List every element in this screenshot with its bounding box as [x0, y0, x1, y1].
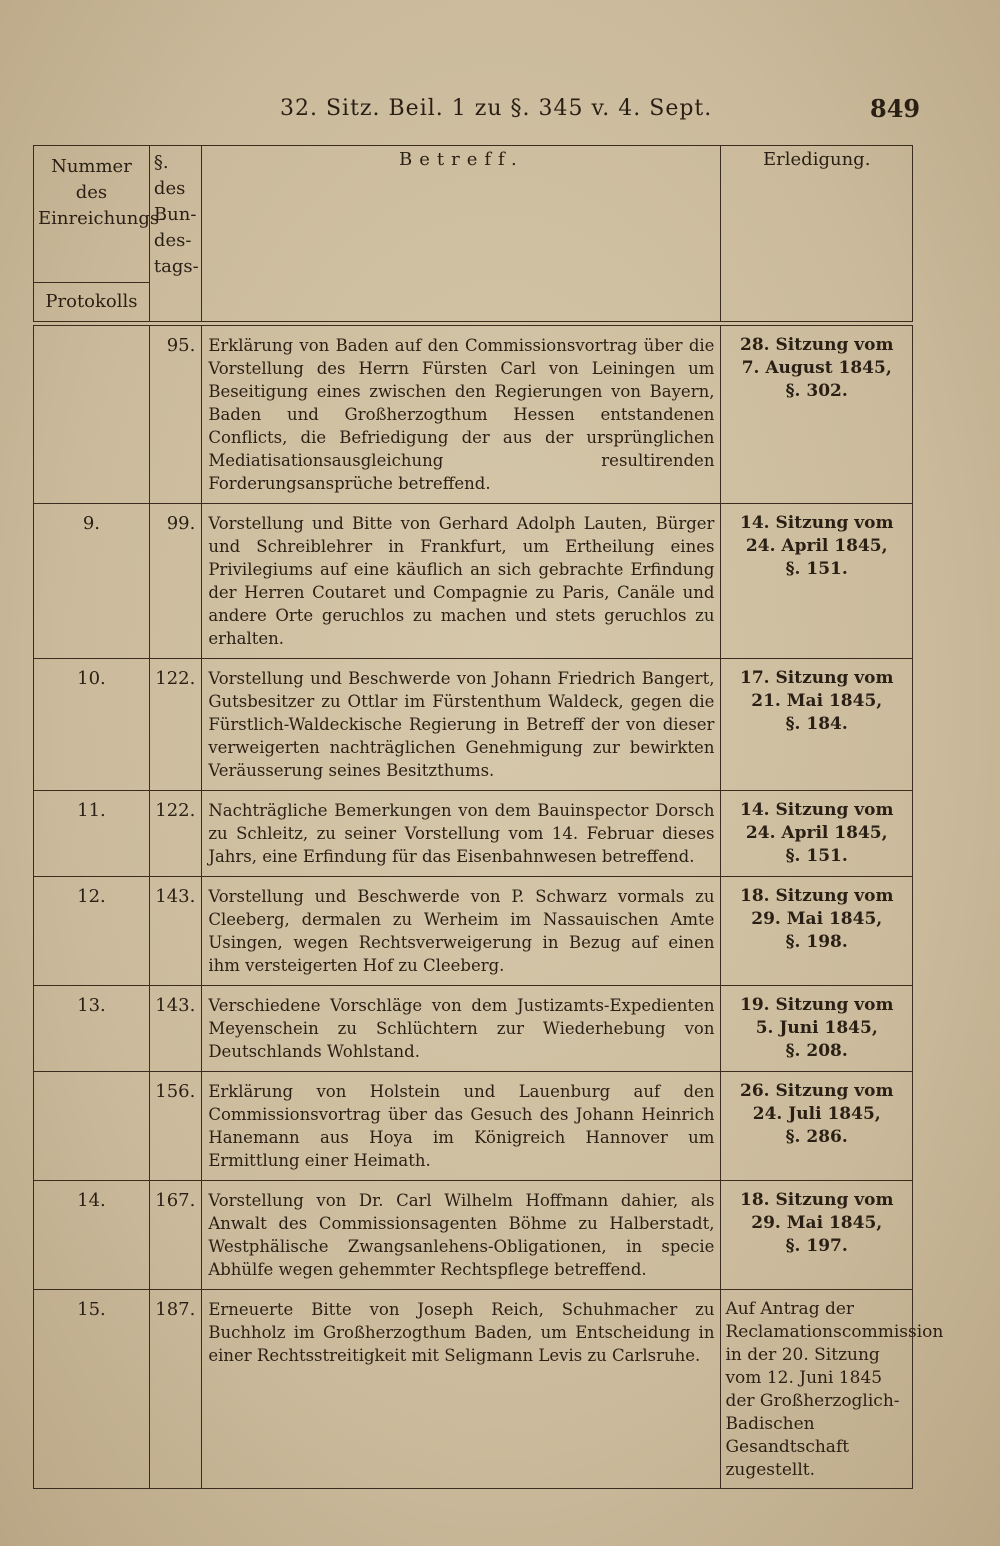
table-row: [34, 659, 913, 791]
resolution-line: §. 208.: [785, 1041, 848, 1061]
paragraph-header-line: des-: [153, 230, 192, 251]
row-paragraph: 167.: [149, 1181, 201, 1290]
paragraph-header-line: §. des: [153, 152, 186, 199]
register-table: [33, 145, 944, 1489]
row-resolution: [721, 986, 913, 1072]
column-header-paragraph: [149, 146, 201, 322]
row-number: [34, 1072, 150, 1181]
row-resolution: [721, 326, 913, 504]
row-number: 9.: [34, 504, 150, 659]
resolution-line: 21. Mai 1845,: [751, 691, 883, 711]
row-subject: Erneuerte Bitte von Joseph Reich, Schuhmacher zu Buchholz im Großherzogthum Baden, um Entscheidung in einer Rechtsstreitigkeit mit Seligmann Levis zu Carlsruhe.: [202, 1290, 721, 1489]
row-resolution: Auf Antrag der Reclamationscommission in der 20. Sitzung vom 12. Juni 1845 der Großherzoglich-Badischen Gesandtschaft zugestellt.: [721, 1290, 913, 1489]
row-number: 11.: [34, 791, 150, 877]
resolution-line: 17. Sitzung vom: [739, 668, 894, 688]
table-row: [34, 1072, 913, 1181]
row-paragraph: 156.: [149, 1072, 201, 1181]
resolution-line: 19. Sitzung vom: [739, 995, 894, 1015]
row-number: 15.: [34, 1290, 150, 1489]
row-resolution: [721, 877, 913, 986]
row-resolution: [721, 1072, 913, 1181]
register-body: [34, 326, 944, 1489]
row-subject: Vorstellung und Beschwerde von Johann Friedrich Bangert, Gutsbesitzer zu Ottlar im Fürstenthum Waldeck, gegen die Fürstlich-Waldeckische Regierung in Betreff der von dieser verweigerten nachträglichen Genehmigung zur bewirkten Veräusserung seines Besitzthums.: [202, 659, 721, 791]
resolution-line: §. 302.: [785, 381, 848, 401]
resolution-line: 18. Sitzung vom: [739, 1190, 894, 1210]
row-paragraph: 187.: [149, 1290, 201, 1489]
nummer-header-line: Einreichungs-: [38, 208, 166, 229]
resolution-line: 5. Juni 1845,: [755, 1018, 878, 1038]
row-subject: Vorstellung und Beschwerde von P. Schwarz vormals zu Cleeberg, dermalen zu Werheim im Nassauischen Amte Usingen, wegen Rechtsverweigerung in Bezug auf einen ihm versteigerten Hof zu Cleeberg.: [202, 877, 721, 986]
resolution-line: 28. Sitzung vom: [739, 335, 894, 355]
page-number: 849: [870, 94, 921, 123]
table-row: [34, 1290, 913, 1489]
row-number: [34, 326, 150, 504]
row-resolution: [721, 1181, 913, 1290]
row-subject: Verschiedene Vorschläge von dem Justizamts-Expedienten Meyenschein zu Schlüchtern zur Wiederhebung von Deutschlands Wohlstand.: [202, 986, 721, 1072]
resolution-line: §. 184.: [785, 714, 848, 734]
paragraph-header-line: Bun-: [153, 204, 197, 225]
running-header: 32. Sitz. Beil. 1 zu §. 345 v. 4. Sept.: [280, 96, 713, 121]
row-paragraph: 122.: [149, 659, 201, 791]
resolution-line: 24. Juli 1845,: [752, 1104, 881, 1124]
resolution-line: 29. Mai 1845,: [751, 909, 883, 929]
table-row: [34, 791, 913, 877]
row-number: 10.: [34, 659, 150, 791]
row-paragraph: 99.: [149, 504, 201, 659]
resolution-line: 26. Sitzung vom: [739, 1081, 894, 1101]
row-resolution: [721, 504, 913, 659]
row-paragraph: 143.: [149, 877, 201, 986]
row-resolution: [721, 659, 913, 791]
table-row: [34, 877, 913, 986]
resolution-line: §. 151.: [785, 559, 848, 579]
column-header-nummer: [34, 146, 166, 283]
row-subject: Vorstellung von Dr. Carl Wilhelm Hoffmann dahier, als Anwalt des Commissionsagenten Böhme zu Halberstadt, Westphälische Zwangsanlehens-Obligationen, in specie Abhülfe wegen gehemmter Rechtspflege betreffend.: [202, 1181, 721, 1290]
resolution-line: 29. Mai 1845,: [751, 1213, 883, 1233]
resolution-line: 14. Sitzung vom: [739, 513, 894, 533]
row-paragraph: 143.: [149, 986, 201, 1072]
resolution-line: §. 286.: [785, 1127, 848, 1147]
row-number: 14.: [34, 1181, 150, 1290]
resolution-line: §. 197.: [785, 1236, 848, 1256]
row-subject: Erklärung von Baden auf den Commissionsvortrag über die Vorstellung des Herrn Fürsten Carl von Leiningen um Beseitigung eines zwischen den Regierungen von Bayern, Baden und Großherzogthum Hessen entstandenen Conflicts, die Befriedigung der aus der ursprünglichen Mediatisationsausgleichung resultirenden Forderungsansprüche betreffend.: [202, 326, 721, 504]
row-subject: Nachträgliche Bemerkungen von dem Bauinspector Dorsch zu Schleitz, zu seiner Vorstellung vom 14. Februar dieses Jahrs, eine Erfindung für das Eisenbahnwesen betreffend.: [202, 791, 721, 877]
row-number: 12.: [34, 877, 150, 986]
resolution-line: 24. April 1845,: [745, 536, 888, 556]
row-subject: Vorstellung und Bitte von Gerhard Adolph Lauten, Bürger und Schreiblehrer in Frankfurt, um Ertheilung eines Privilegiums auf eine käuflich an sich gebrachte Erfindung der Herren Coutaret und Compagnie zu Paris, Canäle und andere Orte geruchlos zu machen und stets geruchlos zu erhalten.: [202, 504, 721, 659]
column-header-erledigung: Erledigung.: [721, 146, 913, 322]
nummer-header-line: Nummer: [51, 156, 132, 177]
row-subject: Erklärung von Holstein und Lauenburg auf den Commissionsvortrag über das Gesuch des Johann Heinrich Hanemann aus Hoya im Königreich Hannover um Ermittlung einer Heimath.: [202, 1072, 721, 1181]
table-row: [34, 986, 913, 1072]
row-paragraph: 122.: [149, 791, 201, 877]
column-header-betreff: Betreff.: [202, 146, 721, 322]
row-number: 13.: [34, 986, 150, 1072]
table-row: [34, 504, 913, 659]
paragraph-header-line: tags-: [153, 256, 199, 277]
table-row: [34, 1181, 913, 1290]
resolution-line: 14. Sitzung vom: [739, 800, 894, 820]
row-paragraph: 95.: [149, 326, 201, 504]
resolution-line: §. 198.: [785, 932, 848, 952]
row-resolution: [721, 791, 913, 877]
table-row: [34, 326, 913, 504]
resolution-line: 18. Sitzung vom: [739, 886, 894, 906]
resolution-line: §. 151.: [785, 846, 848, 866]
resolution-line: 7. August 1845,: [741, 358, 892, 378]
nummer-header-line: des: [75, 182, 108, 203]
resolution-line: 24. April 1845,: [745, 823, 888, 843]
column-header-protokolls: Protokolls: [34, 283, 150, 322]
